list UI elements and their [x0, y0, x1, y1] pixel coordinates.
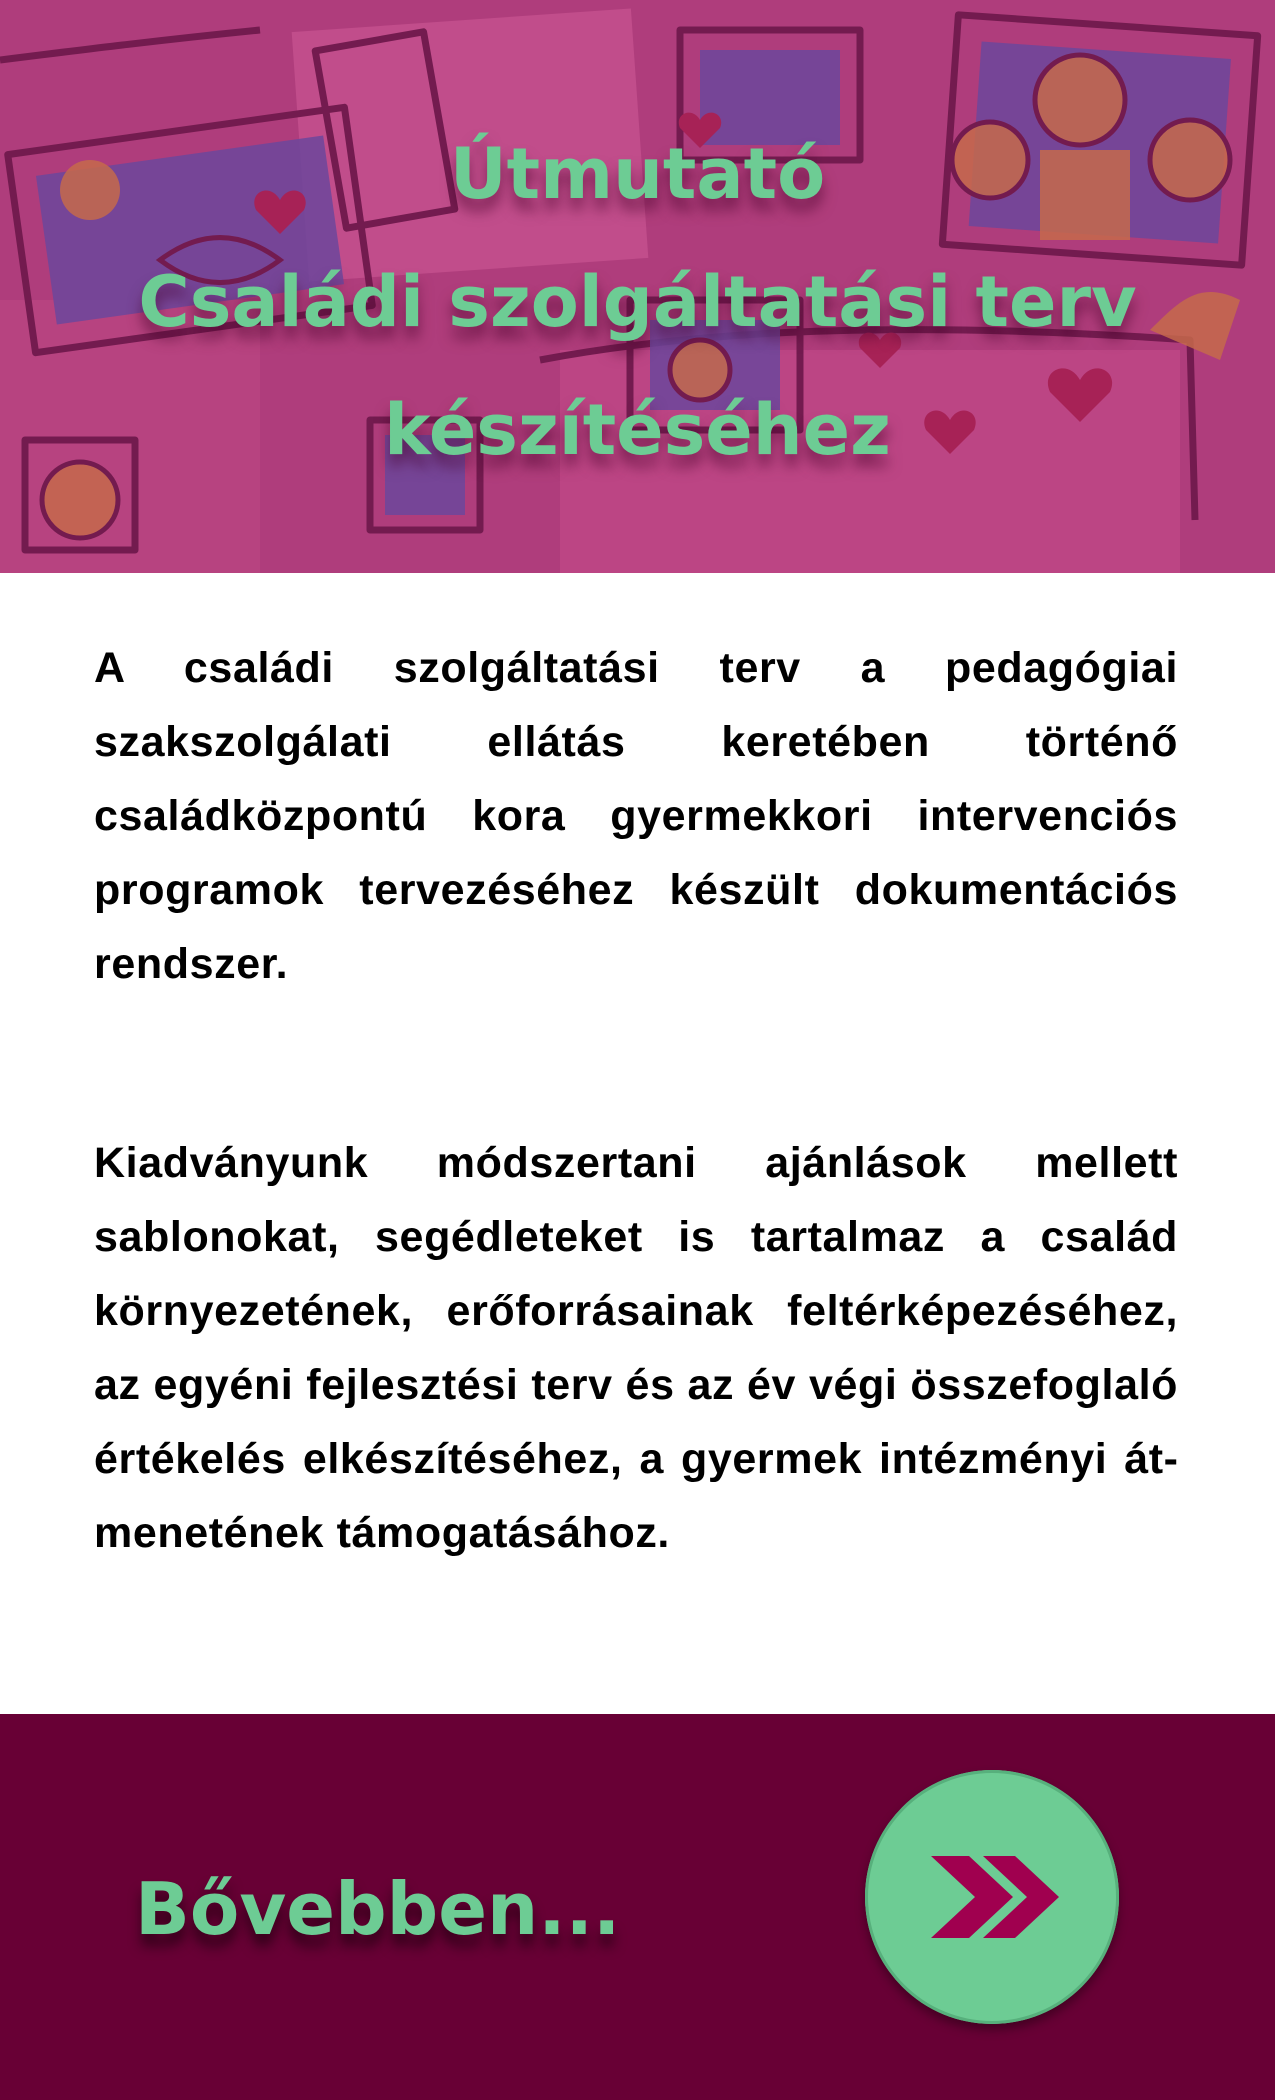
- description-paragraph-1: A családi szolgáltatási terv a pedagógiai szakszolgálati ellátás keretében történő családközpontú kora gyermekkori intervenciós programok tervezéséhez készült dokumentációs rendszer.: [94, 644, 1178, 988]
- title-line-1: Útmutató: [449, 133, 826, 215]
- description-section: [94, 631, 1178, 1570]
- title-line-2: Családi szolgáltatási terv: [138, 261, 1137, 343]
- description-paragraph-2: Kiadványunk módszertani ajánlások mellett sablonokat, segédleteket is tartalmaz a család környezetének, erőforrásainak feltérképezéséhez, az egyéni fejlesztési terv és az év végi összefoglaló értékelés elkészítéséhez, a gyermek intézményi átmenetének támogatásához.: [94, 1139, 1178, 1557]
- footer-bar: [0, 1714, 1275, 2100]
- header-banner: [0, 0, 1275, 573]
- title-line-3: készítéséhez: [384, 389, 891, 471]
- double-chevron-right-icon: [865, 1770, 1119, 2024]
- more-info-link[interactable]: Bővebben...: [135, 1867, 621, 1951]
- next-button[interactable]: [865, 1770, 1119, 2024]
- page-title: [60, 110, 1215, 494]
